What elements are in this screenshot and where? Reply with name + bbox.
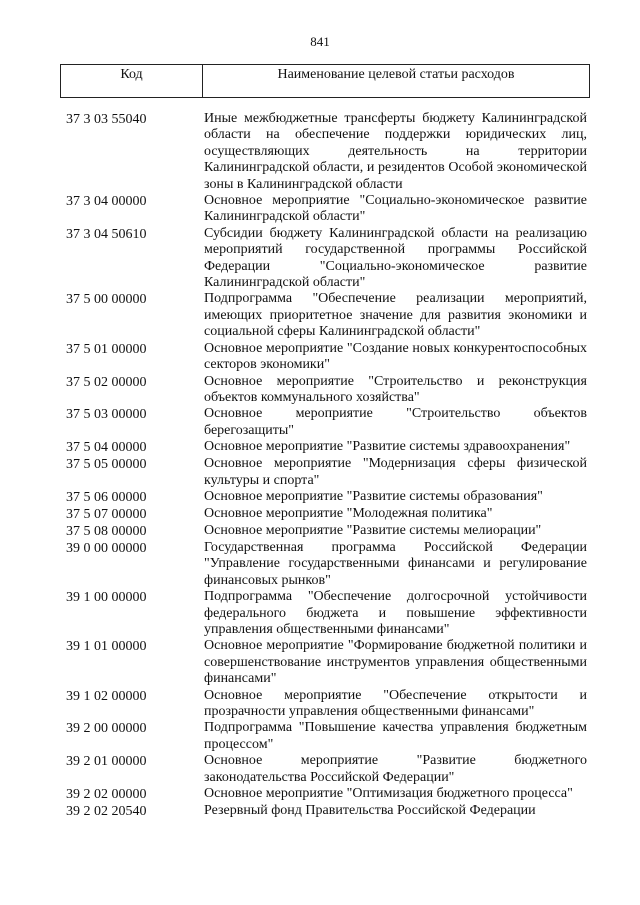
table-row [0, 489, 640, 506]
table-row [0, 786, 640, 803]
table-row [0, 406, 640, 439]
table-row [0, 638, 640, 687]
row-name: Подпрограмма "Обеспечение долгосрочной устойчивости федерального бюджета и повышение эффективности управления общественными финансами" [204, 589, 587, 637]
row-code: 39 2 01 00000 [66, 754, 147, 770]
row-code: 39 2 00 00000 [66, 721, 147, 737]
row-code: 37 5 02 00000 [66, 374, 147, 390]
row-name: Основное мероприятие "Обеспечение открытости и прозрачности управления общественными финансами" [204, 687, 587, 719]
row-code: 37 3 04 50610 [66, 226, 147, 242]
table-row [0, 688, 640, 721]
row-name: Резервный фонд Правительства Российской Федерации [204, 803, 536, 819]
row-name: Основное мероприятие "Строительство и реконструкция объектов коммунального хозяйства" [204, 373, 587, 405]
row-name: Субсидии бюджету Калининградской области на реализацию мероприятий государственной программы Российской Федерации "Социально-экономическое развитие Калининградской области" [204, 225, 587, 291]
row-name: Подпрограмма "Повышение качества управления бюджетным процессом" [204, 720, 587, 752]
row-code: 39 2 02 00000 [66, 787, 147, 803]
row-code: 39 1 02 00000 [66, 688, 147, 704]
row-code: 37 5 00 00000 [66, 292, 147, 308]
row-name: Основное мероприятие "Строительство объектов берегозащиты" [204, 406, 587, 438]
table-row [0, 341, 640, 374]
table-row [0, 291, 640, 340]
row-code: 37 5 03 00000 [66, 407, 147, 423]
row-name: Основное мероприятие "Создание новых конкурентоспособных секторов экономики" [204, 340, 587, 373]
row-name: Государственная программа Российской Федерации "Управление государственными финансами и регулирование финансовых рынков" [204, 539, 587, 588]
expense-items-list [0, 111, 640, 820]
row-code: 39 2 02 20540 [66, 804, 147, 820]
table-row [0, 193, 640, 226]
table-header [60, 64, 590, 98]
row-code: 37 5 01 00000 [66, 341, 147, 357]
row-code: 37 5 08 00000 [66, 523, 147, 539]
table-row [0, 540, 640, 589]
table-row [0, 456, 640, 489]
page-number: 841 [310, 34, 330, 49]
row-name: Основное мероприятие "Развитие системы мелиорации" [204, 522, 542, 538]
row-name: Основное мероприятие "Модернизация сферы физической культуры и спорта" [204, 456, 587, 488]
row-code: 39 1 01 00000 [66, 639, 147, 655]
row-name: Подпрограмма "Обеспечение реализации мероприятий, имеющих приоритетное значение для развития экономики и социальной сферы Калининградской области" [204, 291, 587, 340]
table-row [0, 506, 640, 523]
row-code: 37 5 04 00000 [66, 440, 147, 456]
row-code: 37 5 06 00000 [66, 489, 147, 505]
table-row [0, 753, 640, 786]
row-name: Основное мероприятие "Формирование бюджетной политики и совершенствование инструментов управления общественными финансами" [204, 638, 587, 687]
table-row [0, 226, 640, 292]
table-row [0, 111, 640, 193]
row-name: Основное мероприятие "Молодежная политика" [204, 505, 493, 521]
row-name: Основное мероприятие "Развитие системы образования" [204, 488, 543, 504]
row-code: 37 3 03 55040 [66, 112, 147, 127]
row-code: 39 0 00 00000 [66, 540, 147, 556]
table-row [0, 523, 640, 540]
row-code: 39 1 00 00000 [66, 590, 147, 606]
table-row [0, 439, 640, 456]
row-code: 37 3 04 00000 [66, 194, 147, 210]
row-code: 37 5 05 00000 [66, 457, 147, 473]
table-row [0, 803, 640, 820]
row-name: Основное мероприятие "Развитие бюджетного законодательства Российской Федерации" [204, 753, 587, 785]
table-row [0, 720, 640, 753]
row-name: Иные межбюджетные трансферты бюджету Калининградской области на обеспечение поддержки юридических лиц, осуществляющих деятельность на территории Калининградской области, и резидентов Особой экономической зоны в Калининградской области [204, 111, 587, 192]
column-header-name: Наименование целевой статьи расходов [277, 67, 515, 82]
row-name: Основное мероприятие "Оптимизация бюджетного процесса" [204, 786, 573, 802]
row-code: 37 5 07 00000 [66, 506, 147, 522]
table-row [0, 374, 640, 407]
column-header-code: Код [61, 65, 203, 97]
table-row [0, 589, 640, 638]
row-name: Основное мероприятие "Развитие системы здравоохранения" [204, 439, 571, 455]
row-name: Основное мероприятие "Социально-экономическое развитие Калининградской области" [204, 193, 587, 225]
